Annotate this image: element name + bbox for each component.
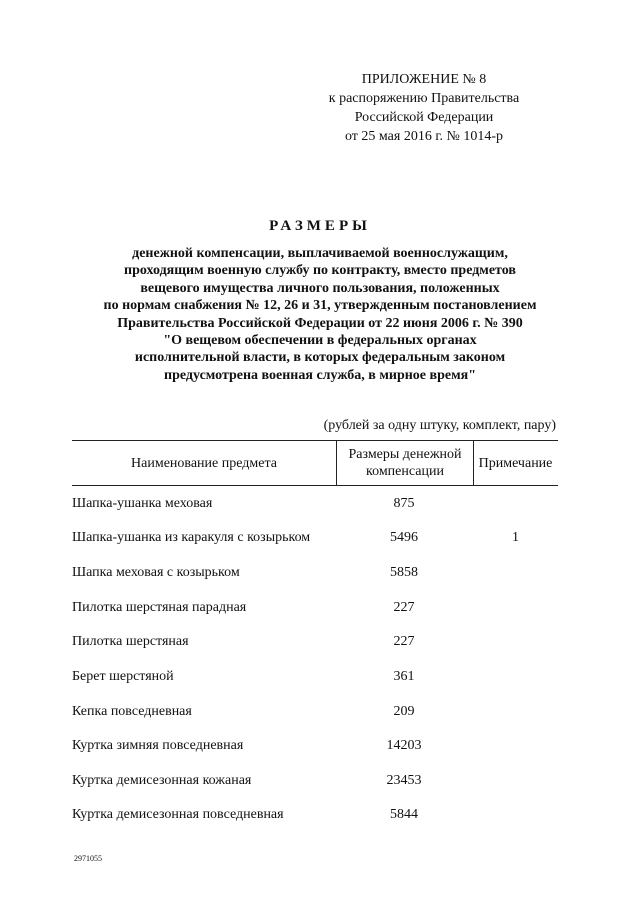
row-amount: 5858 [390,565,418,580]
table-row [72,669,558,689]
table-row [72,565,558,585]
row-amount: 361 [393,669,415,684]
subtitle-line: предусмотрена военная служба, в мирное время" [164,367,476,383]
row-item-name: Берет шерстяной [72,669,174,684]
row-item-name: Пилотка шерстяная [72,634,189,649]
table-row [72,600,558,620]
document-code: 2971055 [74,854,102,863]
table-header [72,440,558,486]
appendix-government: Российской Федерации [354,110,494,125]
row-item-name: Шапка-ушанка из каракуля с козырьком [72,530,311,545]
row-amount: 23453 [386,773,422,788]
row-note: 1 [512,530,519,545]
row-item-name: Куртка зимняя повседневная [72,738,244,753]
table-row [72,738,558,758]
subtitle-line: "О вещевом обеспечении в федеральных органах [163,333,477,349]
table-row [72,530,558,550]
appendix-number: ПРИЛОЖЕНИЕ № 8 [361,72,487,87]
compensation-table [72,440,558,822]
header-amount [336,441,474,485]
header-note: Примечание [478,455,553,471]
subtitle-line: денежной компенсации, выплачиваемой военнослужащим, [132,246,508,261]
row-amount: 5844 [390,807,418,822]
row-item-name: Кепка повседневная [72,704,192,719]
document-title: РАЗМЕРЫ [269,218,371,234]
row-amount: 5496 [390,530,418,545]
row-amount: 14203 [386,738,422,753]
subtitle-line: Правительства Российской Федерации от 22 июня 2006 г. № 390 [117,315,523,331]
appendix-block [294,70,554,146]
appendix-date: от 25 мая 2016 г. № 1014-р [344,129,504,144]
row-amount: 875 [393,496,415,511]
table-row [72,773,558,793]
document-subtitle [40,245,600,384]
units-note: (рублей за одну штуку, комплект, пару) [323,418,556,433]
row-item-name: Куртка демисезонная кожаная [72,773,252,788]
subtitle-line: проходящим военную службу по контракту, вместо предметов [124,263,516,279]
table-row [72,634,558,654]
table-row [72,807,558,827]
subtitle-line: исполнительной власти, в которых федеральным законом [134,350,506,366]
row-amount: 227 [393,634,415,649]
row-item-name: Шапка меховая с козырьком [72,565,240,580]
header-item-name: Наименование предмета [131,455,277,471]
row-item-name: Куртка демисезонная повседневная [72,807,284,822]
subtitle-line: по нормам снабжения № 12, 26 и 31, утвержденным постановлением [103,298,537,314]
appendix-order-ref: к распоряжению Правительства [328,91,520,106]
row-item-name: Пилотка шерстяная парадная [72,600,247,615]
row-amount: 227 [393,600,415,615]
table-row [72,496,558,516]
header-amount-line: Размеры денежной [348,447,462,462]
header-amount-line: компенсации [366,464,444,479]
table-row [72,704,558,724]
row-item-name: Шапка-ушанка меховая [72,496,213,511]
subtitle-line: вещевого имущества личного пользования, положенных [140,280,500,296]
row-amount: 209 [393,704,415,719]
